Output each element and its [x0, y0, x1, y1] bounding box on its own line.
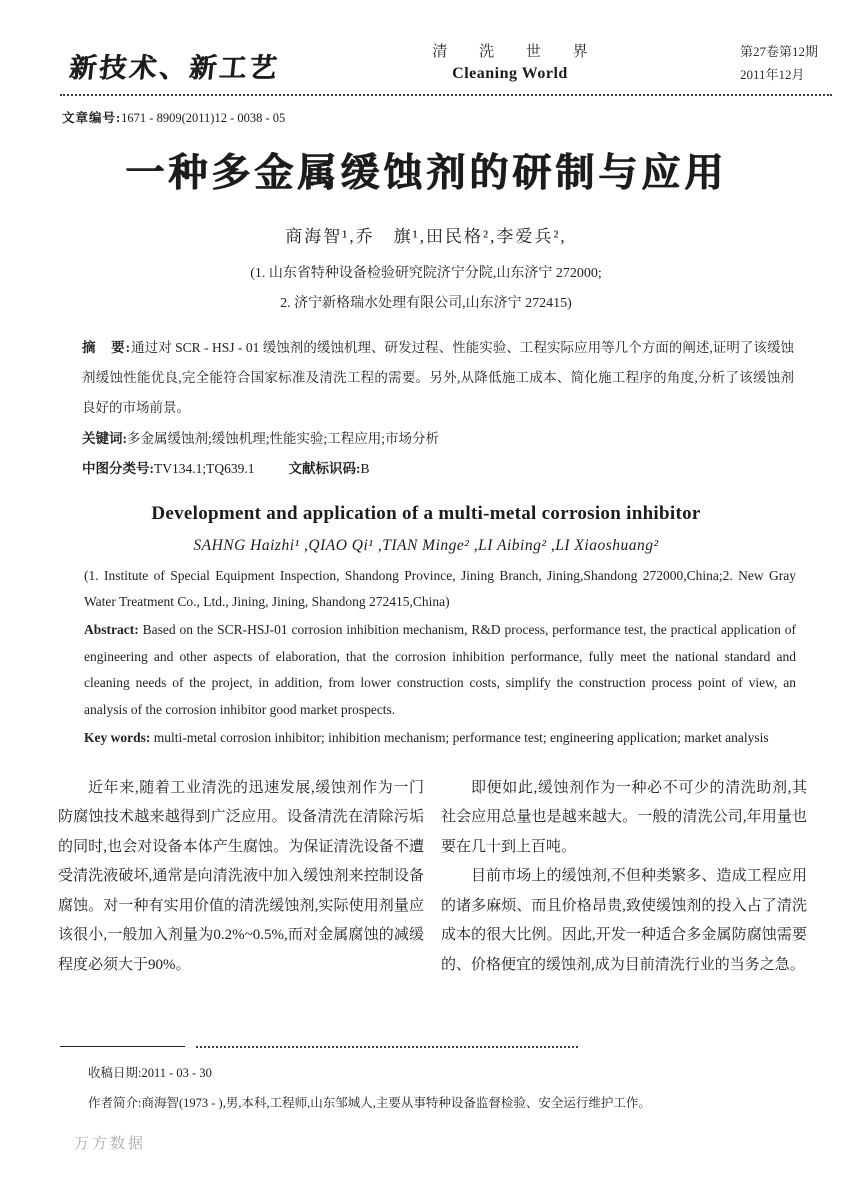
body-paragraph: 目前市场上的缓蚀剂,不但种类繁多、造成工程应用的诸多麻烦、而且价格昂贵,致使缓蚀剂的投入占了清洗成本的很大比例。因此,开发一种适合多金属防腐蚀需要的、价格便宜的缓蚀剂,成为目前清洗行业的当务之急。	[441, 868, 807, 973]
paper-title-cn: 一种多金属缓蚀剂的研制与应用	[124, 151, 727, 196]
wanfang-watermark: 万方数据	[74, 1136, 147, 1152]
abstract-cn-label: 摘 要:	[82, 340, 132, 355]
classification-value: TV134.1;TQ639.1	[154, 461, 255, 476]
classification-label: 中图分类号:	[82, 461, 154, 476]
keywords-en-text: multi-metal corrosion inhibitor; inhibition mechanism; performance test; engineering application; market analysis	[153, 730, 769, 745]
issue-volume: 第27卷第12期	[739, 44, 818, 59]
footnote-divider-solid	[60, 1046, 185, 1047]
abstract-en-text: Based on the SCR-HSJ-01 corrosion inhibition mechanism, R&D process, performance test, the practical application of engineering and other aspects of elaboration, that the corrosion inhibition performance, fully meet the national standard and cleaning needs of the project, in addition, from lower construction costs, simplify the construction process point of view, an analysis of the corrosion inhibitor good market prospects.	[84, 622, 797, 717]
affiliation-cn-2: 2. 济宁新格瑞水处理有限公司,山东济宁 272415)	[280, 296, 572, 311]
journal-name-en: Cleaning World	[452, 65, 568, 82]
keywords-cn-label: 关键词:	[82, 431, 127, 446]
doc-code-label: 文献标识码:	[288, 461, 361, 476]
abstract-en	[84, 617, 796, 723]
author-bio-line: 作者简介:商海智(1973 - ),男,本科,工程师,山东邹城人,主要从事特种设备监督检验、安全运行维护工作。	[88, 1096, 651, 1110]
authors-cn: 商海智¹,乔 旗¹,田民格²,李爱兵²,	[285, 227, 567, 246]
footnote-block	[88, 1058, 808, 1118]
abstract-cn-text: 通过对 SCR - HSJ - 01 缓蚀剂的缓蚀机理、研发过程、性能实验、工程实际应用等几个方面的阐述,证明了该缓蚀剂缓蚀性能优良,完全能符合国家标准及清洗工程的需要。另外,从降低施工成本、简化施工程序的角度,分析了该缓蚀剂良好的市场前景。	[82, 340, 794, 415]
article-number-label: 文章编号:	[62, 111, 122, 125]
body-right-column	[441, 774, 807, 981]
journal-name-cn: 清 洗 世 界	[432, 44, 602, 60]
authors-en: SAHNG Haizhi¹ ,QIAO Qi¹ ,TIAN Minge² ,LI Aibing² ,LI Xiaoshuang²	[193, 537, 659, 554]
body-columns	[58, 774, 820, 981]
classification-line	[82, 454, 794, 483]
body-paragraph: 即便如此,缓蚀剂作为一种必不可少的清洗助剂,其社会应用总量也是越来越大。一般的清洗公司,年用量也要在几十到上百吨。	[441, 779, 807, 855]
received-date-line: 收稿日期:2011 - 03 - 30	[88, 1066, 212, 1080]
body-left-column	[58, 774, 424, 981]
journal-name-block	[418, 40, 601, 83]
keywords-en	[84, 725, 796, 752]
article-number-value: 1671 - 8909(2011)12 - 0038 - 05	[121, 111, 286, 125]
header-divider	[60, 94, 832, 96]
journal-column-logo: 新技术、新工艺	[67, 53, 281, 84]
footnote-divider-dotted	[196, 1046, 578, 1048]
journal-header	[67, 38, 818, 86]
affiliation-cn-1: (1. 山东省特种设备检验研究院济宁分院,山东济宁 272000;	[250, 266, 602, 281]
keywords-cn	[82, 424, 794, 453]
body-paragraph: 近年来,随着工业清洗的迅速发展,缓蚀剂作为一门防腐蚀技术越来越得到广泛应用。设备清洗在清除污垢的同时,也会对设备本体产生腐蚀。为保证清洗设备不遭受清洗液破坏,通常是向清洗液中加入缓蚀剂来控制设备腐蚀。对一种有实用价值的清洗缓蚀剂,实际使用剂量应该很小,一般加入剂量为0.2%~0.5%,而对金属腐蚀的减缓程度必须大于90%。	[58, 779, 424, 973]
doc-code-value: B	[360, 461, 370, 476]
issue-date: 2011年12月	[739, 67, 805, 82]
keywords-en-label: Key words:	[84, 730, 151, 745]
issue-info	[740, 40, 818, 86]
abstract-cn	[82, 333, 794, 423]
affiliation-en: (1. Institute of Special Equipment Inspection, Shandong Province, Jining Branch, Jining,Shandong 272000,China;2. New Gray Water Treatment Co., Ltd., Jining, Jining, Shandong 272415,China)	[84, 568, 796, 609]
paper-title-en: Development and application of a multi-metal corrosion inhibitor	[151, 503, 701, 524]
affiliations-cn	[0, 259, 852, 319]
article-number-line	[62, 108, 852, 126]
keywords-cn-text: 多金属缓蚀剂;缓蚀机理;性能实验;工程应用;市场分析	[127, 431, 440, 446]
abstract-en-label: Abstract:	[84, 622, 139, 637]
